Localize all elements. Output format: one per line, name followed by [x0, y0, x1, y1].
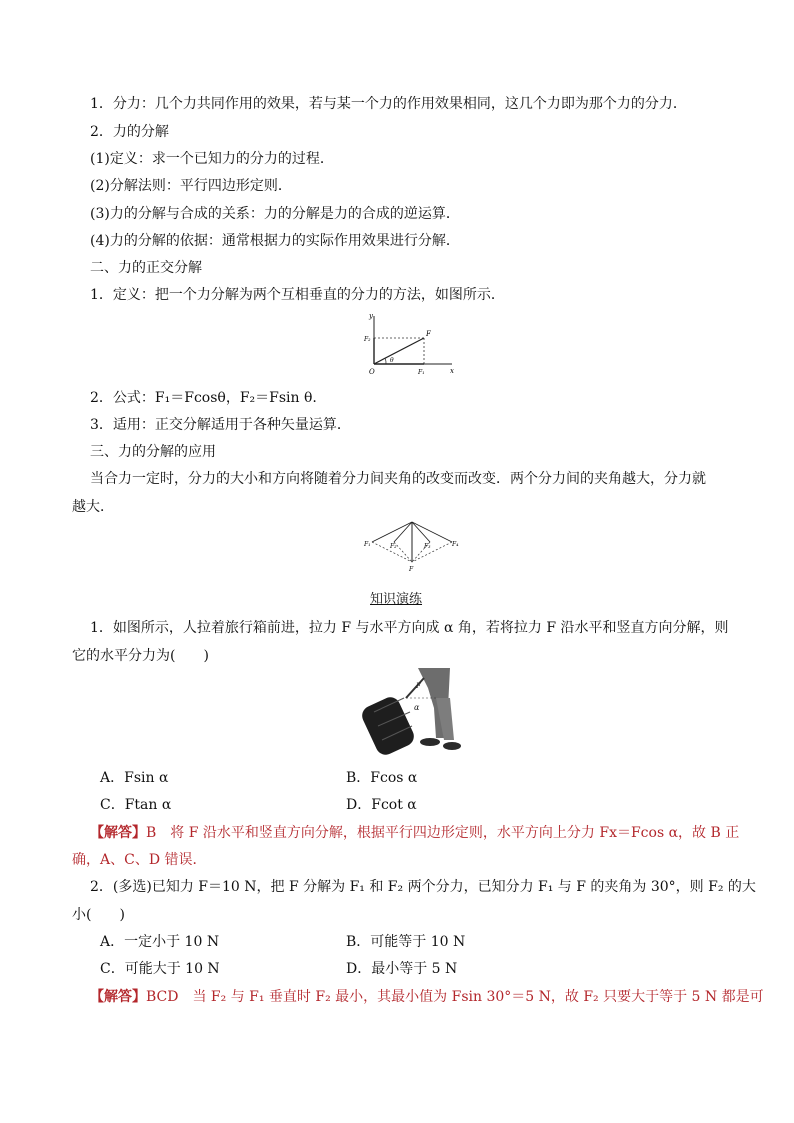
force-f1-label: F₁ [418, 369, 425, 376]
angle-fig-f1: F₁ [364, 541, 371, 548]
q2-option-a: A．一定小于 10 N [100, 934, 220, 950]
heading-applications: 三、力的分解的应用 [90, 444, 216, 460]
photo-f-label: F [416, 682, 421, 690]
suitcase-photo [358, 668, 464, 758]
q1-option-c: C．Ftan α [100, 797, 172, 813]
angle-fig-f4: F₄ [452, 541, 459, 548]
q2-option-c: C．可能大于 10 N [100, 961, 220, 977]
q2-option-d: D．最小等于 5 N [346, 961, 458, 977]
q2-answer-tag: 【解答】 [90, 989, 146, 1005]
q1-option-b: B．Fcos α [346, 770, 418, 786]
force-f2-label: F₂ [364, 336, 371, 343]
applicability-line: 3．适用：正交分解适用于各种矢量运算． [90, 417, 351, 433]
applications-paragraph-line2: 越大． [72, 499, 114, 515]
item-relation: (3)力的分解与合成的关系：力的分解是力的合成的逆运算． [90, 206, 460, 222]
heading-force-decomposition: 2．力的分解 [90, 124, 169, 140]
q2-answer-line1 [90, 987, 764, 1007]
photo-alpha-label: α [414, 703, 420, 712]
heading-orthogonal-decomposition: 二、力的正交分解 [90, 260, 202, 276]
orthogonal-definition: 1．定义：把一个力分解为两个互相垂直的分力的方法，如图所示． [90, 287, 505, 303]
q1-answer-text: B 将 F 沿水平和竖直方向分解，根据平行四边形定则，水平方向上分力 Fx＝Fcos α，故 B 正 [146, 825, 740, 841]
item-basis: (4)力的分解的依据：通常根据力的实际作用效果进行分解． [90, 233, 460, 249]
definition-component-force: 1．分力：几个力共同作用的效果，若与某一个力的作用效果相同，这几个力即为那个力的分力． [90, 96, 687, 112]
q1-answer-line2: 确，A、C、D 错误． [72, 852, 207, 868]
origin-label: O [369, 368, 375, 376]
angle-fig-f2: F₂ [390, 543, 397, 550]
q1-answer-line1 [90, 823, 739, 843]
q2-stem-line1: 2．(多选)已知力 F＝10 N，把 F 分解为 F₁ 和 F₂ 两个分力，已知分力 F₁ 与 F 的夹角为 30°，则 F₂ 的大 [90, 879, 756, 895]
q1-stem-line1: 1．如图所示，人拉着旅行箱前进，拉力 F 与水平方向成 α 角，若将拉力 F 沿水平和竖直方向分解，则 [90, 620, 729, 636]
force-f-label: F [426, 330, 431, 338]
practice-heading: 知识演练 [370, 592, 423, 607]
axis-y-label: y [369, 312, 373, 320]
q2-option-b: B．可能等于 10 N [346, 934, 466, 950]
q1-answer-tag: 【解答】 [90, 825, 146, 841]
theta-label: θ [390, 357, 394, 364]
q2-answer-text: BCD 当 F₂ 与 F₁ 垂直时 F₂ 最小，其最小值为 Fsin 30°＝5 N，故 F₂ 只要大于等于 5 N 都是可 [146, 989, 764, 1005]
applications-paragraph-line1: 当合力一定时，分力的大小和方向将随着分力间夹角的改变而改变．两个分力间的夹角越大，分力就 [90, 471, 706, 487]
q1-stem-line2: 它的水平分力为( ) [72, 648, 209, 664]
orthogonal-decomposition-figure [362, 308, 462, 378]
angle-fig-f3: F₃ [424, 543, 431, 550]
item-definition: (1)定义：求一个已知力的分力的过程． [90, 151, 334, 167]
q1-option-d: D．Fcot α [346, 797, 417, 813]
item-rule: (2)分解法则：平行四边形定则． [90, 178, 292, 194]
component-angle-figure [362, 518, 462, 576]
formula-line: 2．公式：F₁＝Fcosθ，F₂＝Fsin θ. [90, 390, 317, 406]
q2-stem-line2: 小( ) [72, 907, 125, 923]
axis-x-label: x [450, 367, 454, 375]
angle-fig-f: F [409, 566, 414, 573]
q1-option-a: A．Fsin α [100, 770, 169, 786]
